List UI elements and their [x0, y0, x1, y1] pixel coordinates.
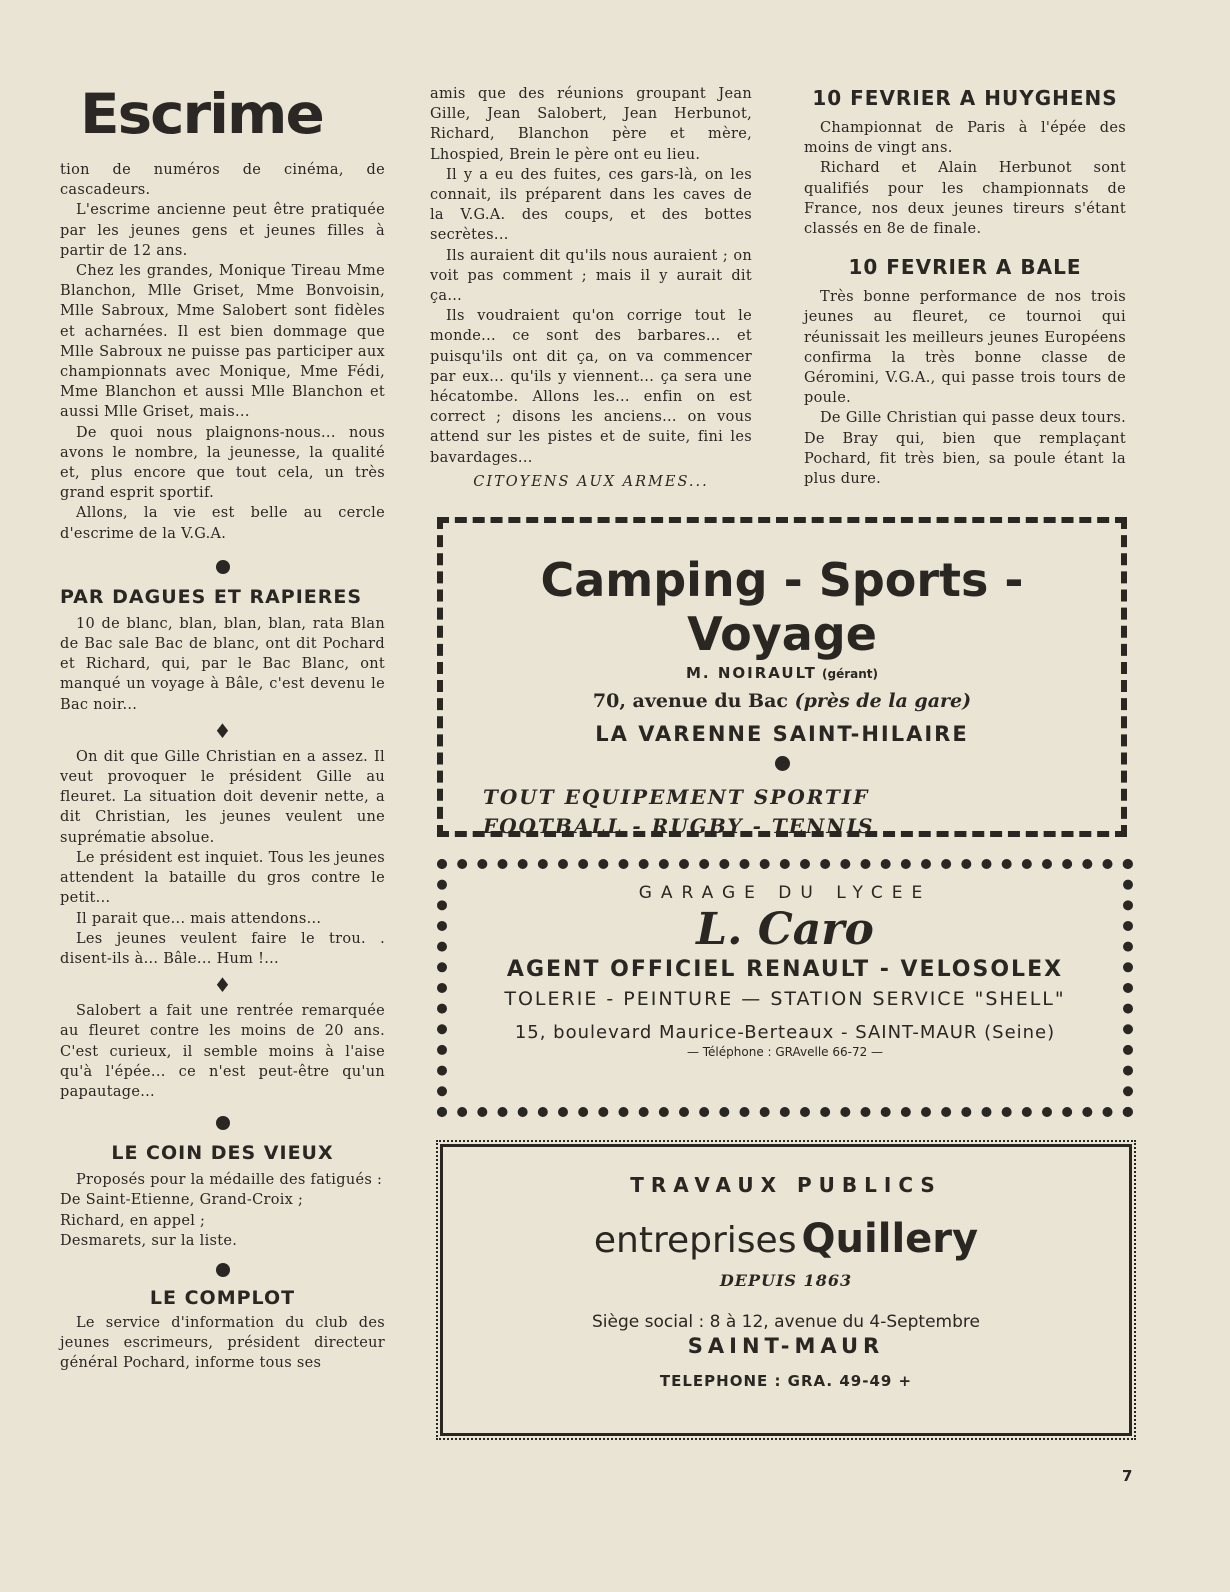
ad-hq: Siège social : 8 à 12, avenue du 4-Septembre: [592, 1312, 980, 1332]
diamond-icon: ♦: [213, 973, 232, 998]
paragraph: De quoi nous plaignons-nous... nous avons le nombre, la jeunesse, la qualité et, plus encore que tout cela, un très grand esprit sportif.: [60, 424, 385, 502]
paragraph: De Saint-Etienne, Grand-Croix ;: [60, 1192, 304, 1209]
page-title: Escrime: [80, 81, 323, 147]
bullet-dot-icon: [775, 756, 790, 771]
paragraph: Ils auraient dit qu'ils nous auraient ; on voit pas comment ; mais il y aurait dit ça...: [430, 247, 752, 305]
ad-garage-du-lycee: [437, 859, 1133, 1117]
paragraph: 10 de blanc, blan, blan, blan, rata Blan de Bac sale Bac de blanc, ont dit Pochard et Richard, qui, par le Bac Blanc, ont manqué un voyage à Bâle, c'est devenu le Bac noir...: [60, 615, 385, 713]
signoff: CITOYENS AUX ARMES...: [473, 473, 709, 490]
ad-agent: AGENT OFFICIEL RENAULT - VELOSOLEX: [506, 957, 1064, 982]
paragraph: Proposés pour la médaille des fatigués :: [76, 1172, 383, 1189]
paragraph: Il parait que... mais attendons...: [76, 910, 322, 927]
ad-address: 15, boulevard Maurice-Berteaux - SAINT-MAUR (Seine): [514, 1022, 1056, 1043]
paragraph: Salobert a fait une rentrée remarquée au fleuret contre les moins de 20 ans. C'est curieux, il semble moins à l'aise qu'à l'épée... ce n'est peut-être qu'un papautage...: [60, 1003, 385, 1100]
paragraph: Les jeunes veulent faire le trou. . disent-ils à... Bâle... Hum !...: [60, 930, 385, 967]
ad-address: 70, avenue du Bac: [592, 690, 788, 712]
ad-phone: — Téléphone : GRAvelle 66-72 —: [686, 1045, 884, 1059]
ad-manager-role: (gérant): [822, 667, 878, 681]
ad-city: SAINT-MAUR: [687, 1334, 885, 1358]
ad-quillery: [440, 1144, 1132, 1436]
paragraph: Richard, en appel ;: [60, 1212, 206, 1229]
paragraph: Championnat de Paris à l'épée des moins de vingt ans.: [804, 120, 1126, 157]
ad-services: TOLERIE - PEINTURE — STATION SERVICE "SHELL": [504, 988, 1066, 1010]
paragraph: Ils voudraient qu'on corrige tout le monde... ce sont des barbares... et puisqu'ils ont dit ça, on va commencer par eux... qu'ils y viennent... ça sera une hécatombe. Allons les... enfin on est correct ; disons les anciens... on vous attend sur les pistes et de suite, fini les bavardages...: [430, 308, 752, 466]
ad-brand-name: Camping - Sports - Voyage: [540, 553, 1024, 661]
bullet-dot-icon: [216, 1263, 230, 1277]
paragraph: Richard et Alain Herbunot sont qualifiés pour les championnats de France, nos deux jeunes tireurs s'étant classés en 8e de finale.: [804, 160, 1126, 238]
paragraph: Le service d'information du club des jeunes escrimeurs, président directeur général Pochard, informe tous ses: [60, 1314, 385, 1372]
paragraph: On dit que Gille Christian en a assez. Il veut provoquer le président Gille au fleuret. La situation doit devenir nette, a dit Christian, les jeunes veulent une suprématie absolue.: [60, 748, 385, 846]
ad-header: TRAVAUX PUBLICS: [630, 1173, 942, 1197]
ad-address-note: (près de la gare): [794, 690, 972, 712]
paragraph: Allons, la vie est belle au cercle d'escrime de la V.G.A.: [60, 505, 385, 542]
ad-since: DEPUIS 1863: [719, 1271, 853, 1290]
ad-brand-name: Quillery: [801, 1216, 979, 1262]
ad-line: FOOTBALL - RUGBY - TENNIS: [483, 814, 875, 838]
paragraph: Très bonne performance de nos trois jeunes au fleuret, ce tournoi qui réunissait les meilleurs jeunes Européens confirma la très bonne classe de Géromini, V.G.A., qui passe trois tours de poule.: [804, 289, 1126, 407]
section-heading: LE COMPLOT: [149, 1286, 296, 1309]
ad-manager: M. NOIRAULT: [685, 664, 817, 682]
ad-name-prefix: entreprises: [593, 1220, 797, 1261]
page-number: 7: [1122, 1467, 1133, 1485]
section-heading: 10 FEVRIER A BALE: [848, 255, 1082, 280]
paragraph: amis que des réunions groupant Jean Gille, Jean Salobert, Jean Herbunot, Richard, Blanchon père et mère, Lhospied, Brein le père ont eu lieu.: [430, 86, 752, 163]
ad-brand-name: L. Caro: [696, 904, 874, 955]
bullet-dot-icon: [216, 1116, 230, 1130]
ad-line: TOUT EQUIPEMENT SPORTIF: [483, 785, 870, 809]
ad-city: LA VARENNE SAINT-HILAIRE: [595, 722, 969, 746]
ad-camping-sports-voyage: [437, 517, 1127, 837]
ad-header: GARAGE DU LYCEE: [638, 883, 932, 903]
ad-phone: TELEPHONE : GRA. 49-49 +: [659, 1372, 913, 1390]
section-heading: PAR DAGUES ET RAPIERES: [60, 585, 363, 608]
paragraph: tion de numéros de cinéma, de cascadeurs.: [60, 162, 385, 199]
paragraph: Le président est inquiet. Tous les jeunes attendent la bataille du gros contre le petit...: [60, 849, 385, 907]
paragraph: De Gille Christian qui passe deux tours. De Bray qui, bien que remplaçant Pochard, fit très bien, sa poule étant la plus dure.: [804, 410, 1126, 488]
section-heading: LE COIN DES VIEUX: [111, 1142, 334, 1165]
section-heading: 10 FEVRIER A HUYGHENS: [812, 86, 1118, 110]
paragraph: Chez les grandes, Monique Tireau Mme Blanchon, Mlle Griset, Mme Bonvoisin, Mlle Sabroux, Mme Salobert sont fidèles et acharnées. Il est bien dommage que Mlle Sabroux ne puisse pas participer aux championnats avec Monique, Mme Fédi, Mme Blanchon et aussi Mlle Blanchon et aussi Mlle Griset, mais...: [60, 263, 385, 421]
bullet-dot-icon: [216, 560, 230, 574]
diamond-icon: ♦: [213, 718, 232, 743]
column-left: [60, 160, 385, 1374]
column-right: [804, 86, 1126, 489]
paragraph: L'escrime ancienne peut être pratiquée par les jeunes gens et jeunes filles à partir de 12 ans.: [60, 202, 385, 259]
paragraph: Il y a eu des fuites, ces gars-là, on les connait, ils préparent dans les caves de la V.G.A. des coups, et des bottes secrètes...: [430, 166, 752, 244]
paragraph: Desmarets, sur la liste.: [60, 1232, 238, 1249]
column-middle: [430, 84, 752, 490]
